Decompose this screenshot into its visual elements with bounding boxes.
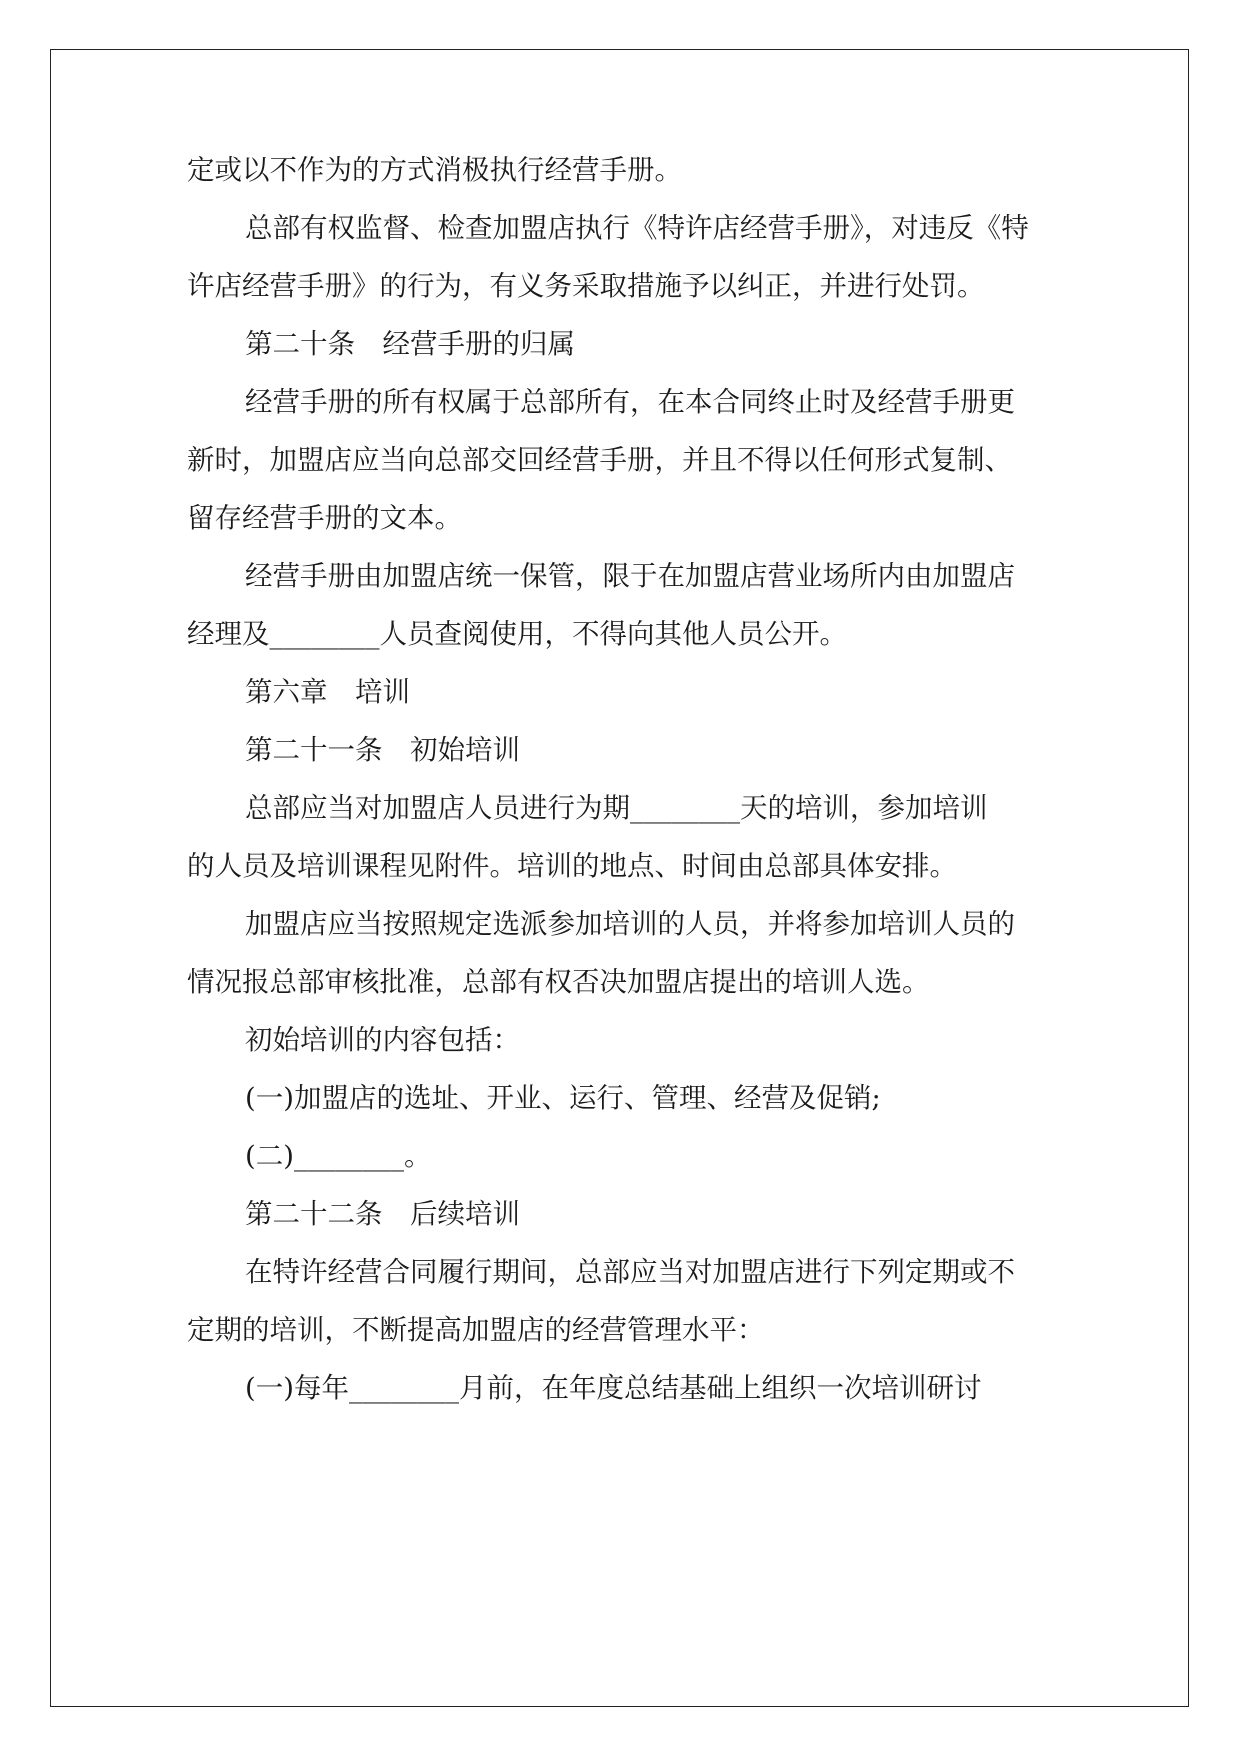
text-line: 情况报总部审核批准，总部有权否决加盟店提出的培训人选。 bbox=[187, 966, 930, 998]
paragraph-start: 在特许经营合同履行期间，总部应当对加盟店进行下列定期或不 bbox=[245, 1256, 1015, 1288]
paragraph-start: 初始培训的内容包括： bbox=[245, 1024, 520, 1056]
text-line: 的人员及培训课程见附件。培训的地点、时间由总部具体安排。 bbox=[187, 850, 957, 882]
list-item: (二)________。 bbox=[245, 1140, 432, 1172]
paragraph-start: 总部应当对加盟店人员进行为期________天的培训，参加培训 bbox=[245, 792, 988, 824]
text-line: 留存经营手册的文本。 bbox=[187, 502, 462, 534]
text-line: 许店经营手册》的行为，有义务采取措施予以纠正，并进行处罚。 bbox=[187, 270, 985, 302]
paragraph-start: 经营手册由加盟店统一保管，限于在加盟店营业场所内由加盟店 bbox=[245, 560, 1015, 592]
paragraph-start: 经营手册的所有权属于总部所有，在本合同终止时及经营手册更 bbox=[245, 386, 1015, 418]
list-item: (一)加盟店的选址、开业、运行、管理、经营及促销; bbox=[245, 1082, 881, 1114]
list-item: (一)每年________月前，在年度总结基础上组织一次培训研讨 bbox=[245, 1372, 982, 1404]
text-line: 经理及________人员查阅使用，不得向其他人员公开。 bbox=[187, 618, 847, 650]
paragraph-start: 加盟店应当按照规定选派参加培训的人员，并将参加培训人员的 bbox=[245, 908, 1015, 940]
article-heading: 第二十一条 初始培训 bbox=[245, 734, 520, 766]
paragraph-start: 总部有权监督、检查加盟店执行《特许店经营手册》，对违反《特 bbox=[245, 212, 1029, 244]
chapter-heading: 第六章 培训 bbox=[245, 676, 410, 708]
article-heading: 第二十条 经营手册的归属 bbox=[245, 328, 575, 360]
text-line: 新时，加盟店应当向总部交回经营手册，并且不得以任何形式复制、 bbox=[187, 444, 1012, 476]
article-heading: 第二十二条 后续培训 bbox=[245, 1198, 520, 1230]
text-line: 定或以不作为的方式消极执行经营手册。 bbox=[187, 154, 682, 186]
text-line: 定期的培训，不断提高加盟店的经营管理水平： bbox=[187, 1314, 765, 1346]
